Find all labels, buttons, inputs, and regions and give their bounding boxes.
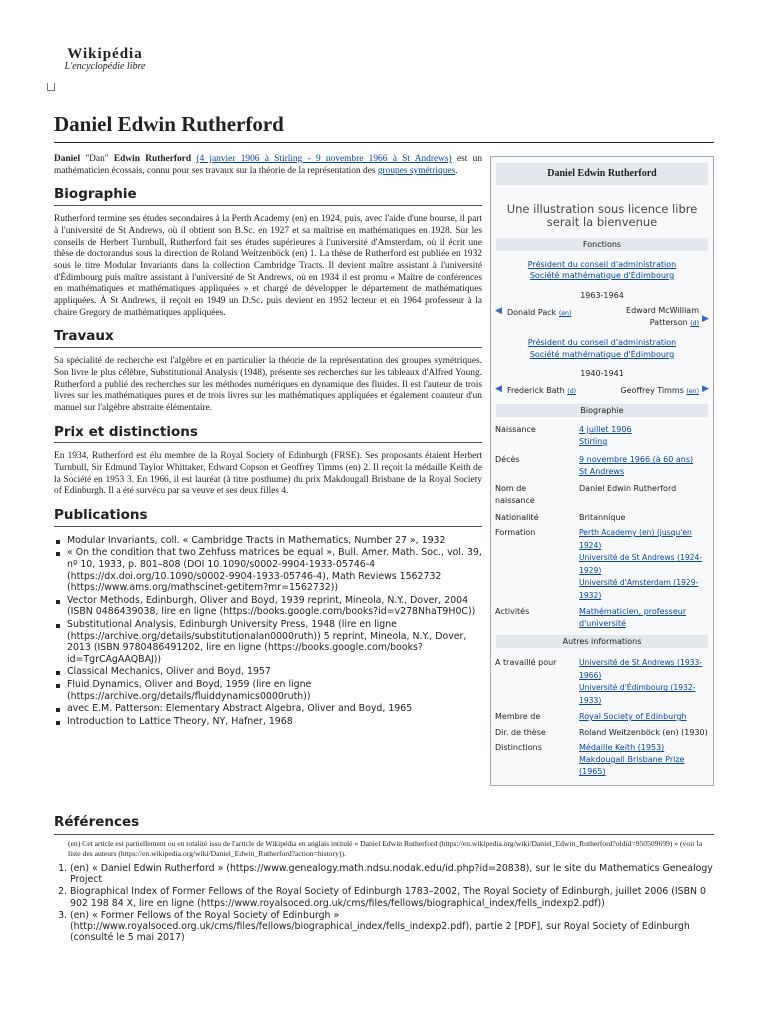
lead-groups-link[interactable]: groupes symétriques	[377, 165, 456, 176]
infobox-value-these: Roland Weitzenböck (en) (1930)	[579, 728, 708, 737]
office1-link[interactable]: Président du conseil d'administration	[527, 260, 677, 269]
infobox-label: Nationalité	[495, 513, 539, 522]
infobox-value-naissance[interactable]: 4 juillet 1906 Stirling	[579, 425, 632, 446]
lead-name-nick: "Dan"	[85, 154, 109, 164]
lead-end: .	[455, 165, 458, 176]
office1-years: 1963-1964	[580, 291, 624, 300]
list-item: Classical Mechanics, Oliver and Boyd, 1957	[67, 666, 482, 678]
infobox-label: Dir. de thèse	[495, 728, 546, 737]
next-arrow-icon[interactable]: ▶	[702, 314, 709, 324]
infobox-section-autres: Autres informations	[496, 635, 708, 648]
infobox-section-fonctions: Fonctions	[496, 238, 708, 251]
biographie-text: Rutherford termine ses études secondaires à la Perth Academy (en) en 1924, puis, avec l'aide d'une bourse, il part à l'université de St Andrews, où il obtient son B.Sc. en 1927 et sa maîtrise en mathématiques en 1928. Sur les conseils de Herbert Turnbull, Rutherford fait ses études supérieures à l'université d'Amsterdam, où il écrit une thèse de doctorandus sous la direction de Roland Weitzenböck (en) 1. La thèse de Rutherford est publiée en 1932 sous le titre Modular Invariants dans la collection Cambridge Tracts. Il devient maître assistant à l'université d'Édimbourg puis maître assistant à l'université de St Andrews, où en 1934 il est promu « Maître de conférences en mathématiques et mathématiques appliquées » et chargé de développer le département de mathématiques appliquées. À St Andrews, il reçoit en 1949 un D.Sc. puis devient en 1952 lecteur et en 1964 professeur à la chaire Gregory de mathématiques appliquées.	[54, 214, 482, 318]
office1-org-link[interactable]: Société mathématique d'Édimbourg	[529, 271, 675, 280]
office1-successor-d[interactable]: (d)	[690, 320, 699, 327]
list-item: avec E.M. Patterson: Elementary Abstract Algebra, Oliver and Boyd, 1965	[67, 703, 482, 715]
list-item: Vector Methods, Edinburgh, Oliver and Boyd, 1939 reprint, Mineola, N.Y., Dover, 2004 (ISBN 0486439038, lire en ligne (https://books.google.com/books?id=v278NhaT9H0C))	[67, 595, 482, 618]
list-item: Modular Invariants, coll. « Cambridge Tracts in Mathematics, Number 27 », 1932	[67, 535, 482, 547]
section-heading-references: Références	[54, 814, 714, 835]
publications-list	[54, 535, 482, 728]
reference-item: 3. (en) « Former Fellows of the Royal Society of Edinburgh » (http://www.royalsoced.org.uk/cms/files/fellows/biographical_index/fells_indexp2.pdf), partie 2 [PDF], sur Royal Society of Edinburgh (consulté le 5 mai 2017)	[70, 910, 714, 944]
office2-org-link[interactable]: Société mathématique d'Édimbourg	[529, 350, 675, 359]
infobox-value-activites[interactable]: Mathématicien, professeur d'université	[579, 607, 687, 628]
office1-successor: Edward McWilliam Patterson	[626, 306, 699, 327]
infobox-value-employeur[interactable]: Université de St Andrews (1933-1966) Université d'Édimbourg (1932-1933)	[579, 658, 703, 705]
logo-wordmark: Wikipédia	[67, 46, 143, 62]
infobox-value-membre[interactable]: Royal Society of Edinburgh	[579, 712, 687, 721]
article-body	[54, 154, 482, 728]
next-arrow-icon[interactable]: ▶	[702, 384, 709, 394]
prev-arrow-icon[interactable]: ◀	[495, 306, 502, 316]
infobox-image-placeholder[interactable]: Une illustration sous licence libre serait la bienvenue	[506, 202, 698, 229]
logo-tagline: L'encyclopédie libre	[64, 61, 146, 72]
prix-text: En 1934, Rutherford est élu membre de la Royal Society of Edinburgh (FRSE). Ses proposants étaient Herbert Turnbull, Sir Edmund Taylor Whittaker, Edward Copson et Geoffrey Timms (en) 2. Il reçoit la médaille Keith de la Société en 1953 3. En 1966, il est lauréat (à titre posthume) du prix Makdougall Brisbane de la Royal Society of Edinburgh. Il a été survécu par sa veuve et ses deux filles 4.	[54, 451, 482, 497]
lead-paragraph	[54, 154, 482, 177]
infobox-value-formation[interactable]: Perth Academy (en) (jusqu'en 1924) Université de St Andrews (1924-1929) Université d'Amsterdam (1929-1932)	[579, 528, 703, 600]
toc-toggle-icon[interactable]	[47, 83, 55, 91]
reference-item: 2. Biographical Index of Former Fellows of the Royal Society of Edinburgh 1783–2002, The Royal Society of Edinburgh, juillet 2006 (ISBN 0 902 198 84 X, lire en ligne (https://www.royalsoced.org.uk/cms/files/fellows/biographical_index/fells_indexp2.pdf))	[70, 886, 714, 908]
infobox-label: Naissance	[495, 425, 536, 434]
section-heading-travaux: Travaux	[54, 331, 482, 348]
reference-item: 1. (en) « Daniel Edwin Rutherford » (https://www.genealogy.math.ndsu.nodak.edu/id.php?id=20838), sur le site du Mathematics Genealogy Project	[70, 863, 714, 885]
list-item: « On the condition that two Zehfuss matrices be equal », Bull. Amer. Math. Soc., vol. 39, nº 10, 1933, p. 801–808 (DOI 10.1090/s0002-9904-1933-05746-4 (https://dx.doi.org/10.1090/s0002-9904-1933-05746-4), Math Reviews 1562732 (https://www.ams.org/mathscinet-getitem?mr=1562732))	[67, 547, 482, 594]
infobox-section-biographie: Biographie	[496, 404, 708, 417]
infobox-label: Activités	[495, 607, 530, 616]
office2-predecessor: Frederick Bath	[507, 386, 565, 395]
list-item: Fluid Dynamics, Oliver and Boyd, 1959 (lire en ligne (https://archive.org/details/fluiddynamics0000ruth))	[67, 679, 482, 702]
infobox-label: Décès	[495, 455, 520, 464]
infobox-label: Formation	[495, 528, 536, 537]
infobox-title: Daniel Edwin Rutherford	[496, 163, 708, 185]
office2-link[interactable]: Président du conseil d'administration	[527, 338, 677, 347]
office2-years: 1940-1941	[580, 369, 624, 378]
list-item: Substitutional Analysis, Edinburgh University Press, 1948 (lire en ligne (https://archive.org/details/substitutionalan0000ruth)) 5 reprint, Mineola, N.Y., Dover, 2013 (ISBN 9780486491202, lire en ligne (https://books.google.com/books?id=TgrCAgAAQBAJ))	[67, 619, 482, 665]
lead-dates-link[interactable]: (4 janvier 1906 à Stirling - 9 novembre 1966 à St Andrews)	[196, 154, 452, 164]
infobox-label: Membre de	[495, 712, 541, 721]
prev-arrow-icon[interactable]: ◀	[495, 384, 502, 394]
translation-note: (en) Cet article est partiellement ou en totalité issu de l'article de Wikipédia en anglais intitulé « Daniel Edwin Rutherford (https://en.wikipedia.org/wiki/Daniel_Edwin_Rutherford?oldid=950509699) » (voir la liste des auteurs (https://en.wikipedia.org/wiki/Daniel_Edwin_Rutherford?action=history)).	[68, 839, 703, 858]
office2-successor: Geoffrey Timms	[620, 386, 684, 395]
section-heading-prix: Prix et distinctions	[54, 427, 482, 444]
page-title: Daniel Edwin Rutherford	[54, 112, 714, 143]
references-section	[54, 814, 714, 944]
office2-predecessor-d[interactable]: (d)	[567, 388, 577, 395]
office2-successor-en[interactable]: (en)	[686, 388, 699, 395]
wikipedia-logo[interactable]	[60, 46, 150, 72]
lead-text: est un mathématicien écossais, connu pour ses travaux sur la théorie de la représentation des	[54, 154, 483, 176]
infobox-value-distinctions[interactable]: Médaille Keith (1953) Makdougall Brisbane Prize (1965)	[579, 743, 685, 776]
references-list	[54, 863, 714, 943]
infobox	[490, 156, 714, 786]
list-item: Introduction to Lattice Theory, NY, Hafner, 1968	[67, 716, 482, 728]
lead-name-first: Daniel	[54, 154, 81, 164]
infobox-value-nom: Daniel Edwin Rutherford	[579, 484, 677, 493]
office1-predecessor: Donald Pack	[507, 308, 557, 317]
infobox-label: Nom de naissance	[495, 484, 535, 505]
infobox-label: Distinctions	[495, 743, 542, 752]
travaux-text: Sa spécialité de recherche est l'algèbre et en particulier la théorie de la représentation des groupes symétriques. Son livre le plus célèbre, Substitutional Analysis (1948), présente ses recherches sur les tableaux d'Alfred Young. Rutherford a publié des recherches sur les méthodes numériques en dynamique des fluides. Il est l'auteur de trois livres sur les mathématiques pures et de trois livres sur les mathématiques appliquées et également coauteur d'un manuel sur l'algèbre abstraite élémentaire.	[54, 356, 482, 413]
infobox-value-deces[interactable]: 9 novembre 1966 (à 60 ans) St Andrews	[579, 455, 694, 476]
infobox-value-nationalite: Britannique	[579, 513, 626, 522]
section-heading-biographie: Biographie	[54, 189, 482, 206]
office1-predecessor-en[interactable]: (en)	[558, 310, 572, 317]
section-heading-publications: Publications	[54, 510, 482, 527]
infobox-label: A travaillé pour	[495, 658, 557, 667]
lead-name-rest: Edwin Rutherford	[113, 154, 192, 164]
